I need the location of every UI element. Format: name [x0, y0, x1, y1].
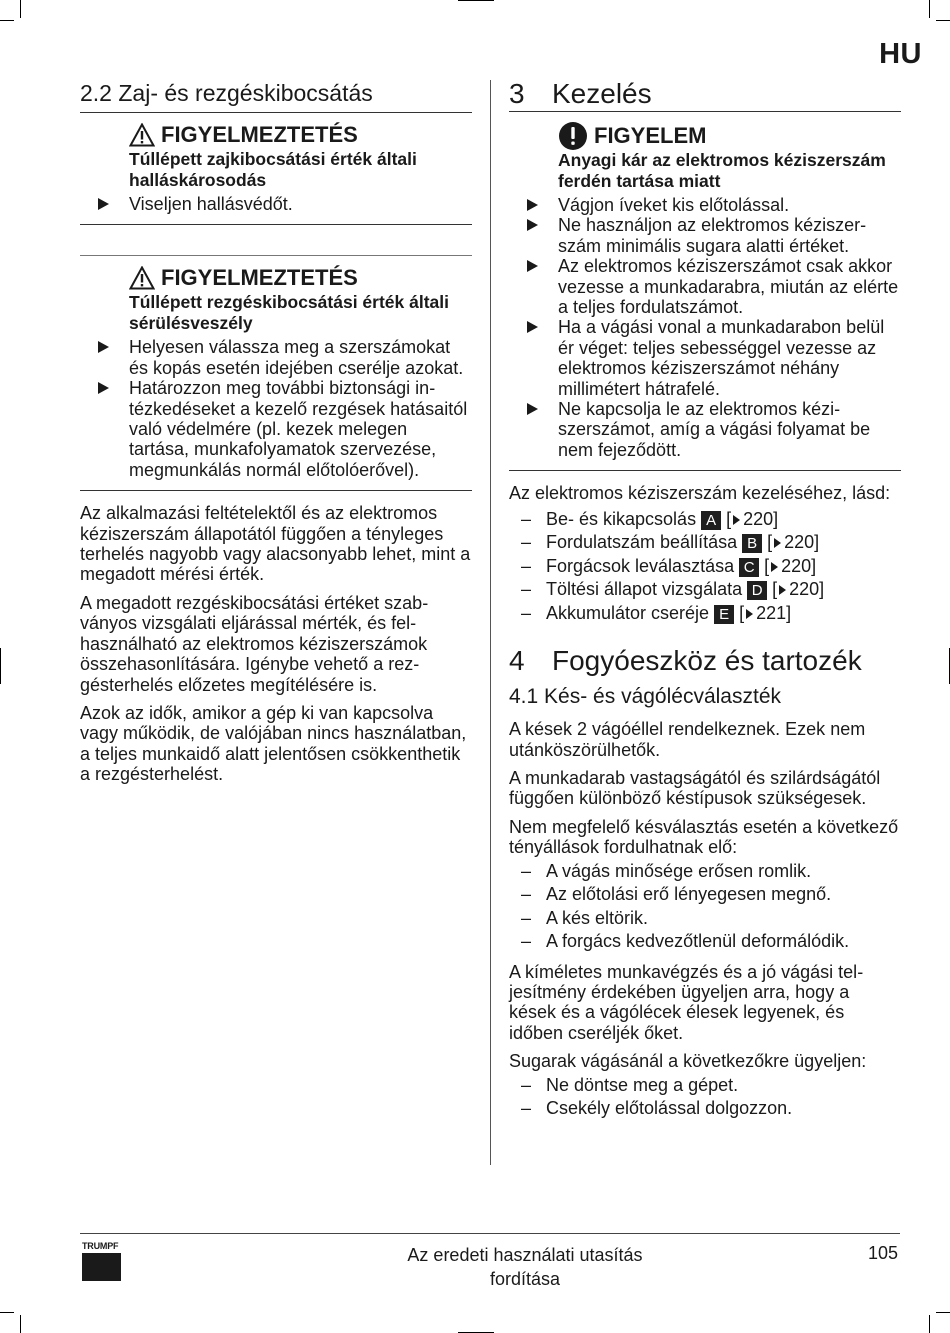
section-title: Kés- és vágólécválaszték	[544, 685, 781, 709]
notice-list	[509, 195, 901, 460]
notice-title: FIGYELEM	[594, 123, 707, 148]
figure-key: C	[739, 558, 759, 577]
section-number: 4.1	[509, 685, 539, 709]
reference-item: – Akkumulátor cseréje E [ 221]	[509, 602, 901, 626]
warning-subtitle: Túllépett rezgéskibocsátási érték általi sérülésveszély	[129, 292, 449, 333]
crop-mark	[936, 1312, 950, 1313]
warning-noise	[80, 113, 472, 225]
section-heading-2-2	[80, 78, 472, 113]
right-column	[509, 78, 901, 1121]
page-number: 105	[867, 1243, 898, 1263]
reference-text: Forgácsok leválasztása	[546, 555, 735, 576]
reference-text: Töltési állapot vizsgálata	[546, 579, 743, 600]
section-heading-4-1	[509, 685, 901, 709]
crop-mark	[20, 0, 21, 18]
reference-text: Akkumulátor cseréje	[546, 602, 710, 623]
notice-subtitle: Anyagi kár az elektromos kéziszerszám ferdén tartása miatt	[558, 150, 886, 191]
warning-title-row	[129, 264, 472, 292]
page-reference[interactable]: 220]	[784, 532, 820, 553]
list-item: – A forgács kedvezőtlenül deformálódik.	[509, 930, 901, 954]
paragraph: A munkadarab vastagságától és szilárdságától függően különböző késtípusok szükségesek.	[509, 768, 881, 809]
page-reference[interactable]: 220]	[781, 555, 817, 576]
section-number: 3	[509, 78, 525, 109]
figure-key: D	[747, 581, 767, 600]
footer-title-line: Az eredeti használati utasítás	[407, 1245, 643, 1265]
figure-key: E	[714, 605, 734, 624]
page-ref-arrow-icon	[746, 609, 753, 619]
list-item: Helyesen válassza meg a szerszámokat és kopás esetén idejében cserélje azokat.	[80, 337, 472, 378]
column-divider	[490, 80, 491, 1165]
crop-mark	[458, 0, 494, 1]
notice-box	[509, 112, 901, 471]
warning-list	[80, 337, 472, 480]
figure-key: B	[742, 534, 762, 553]
crop-mark	[929, 0, 930, 18]
crop-mark	[20, 1315, 21, 1333]
list-item: – Ne döntse meg a gépet.	[509, 1074, 901, 1098]
reference-item: – Töltési állapot vizsgálata D [ 220]	[509, 578, 901, 602]
page-reference[interactable]: 221]	[756, 602, 792, 623]
page-ref-arrow-icon	[733, 515, 740, 525]
list-item: Ha a vágási vonal a munkadarabon belül ér véget: teljes sebességgel vezesse az elektromos kéziszerszámot néhány millimétert hátrafelé.	[509, 317, 901, 399]
warning-vibration	[80, 255, 472, 491]
exclamation-icon	[558, 121, 588, 151]
list-item: Az elektromos kéziszerszámot csak akkor vezesse a munkadarabra, miután az elérte a teljes fordulatszámot.	[509, 256, 901, 317]
radius-cut-list	[509, 1074, 901, 1121]
list-item: Vágjon íveket kis előtolással.	[509, 195, 901, 215]
list-item: Ne használjon az elektromos kéziszerszám minimális sugara alatti értéket.	[509, 215, 901, 256]
footer-title	[340, 1243, 710, 1291]
crop-mark	[0, 648, 1, 684]
warning-triangle-icon	[129, 123, 155, 147]
section-number: 4	[509, 645, 525, 677]
paragraph: Azok az idők, amikor a gép ki van kapcsolva vagy működik, de valójában nincs használatban, a teljes munkaidő alatt jelentősen csökkenthetik a rezgésterhelést.	[80, 702, 467, 785]
section-title: Kezelés	[552, 78, 652, 109]
paragraph: A megadott rezgéskibocsátási értéket szabványos vizsgálati eljárással mérték, és felhasználható az elektromos kéziszerszámok összehasonlítására. Igénybe vehető a rezgésterhelés előzetes megítélésére is.	[80, 592, 429, 695]
reference-item: – Forgácsok leválasztása C [ 220]	[509, 555, 901, 579]
section-title: Zaj- és rezgéskibocsátás	[118, 80, 373, 106]
page-ref-arrow-icon	[779, 585, 786, 595]
warning-triangle-icon	[129, 266, 155, 290]
reference-item: – Be- és kikapcsolás A [ 220]	[509, 508, 901, 532]
paragraph: A kíméletes munkavégzés és a jó vágási teljesítmény érdekében ügyeljen arra, hogy a kések és a vágólécek élesek legyenek, és időben cseréljék őket.	[509, 961, 864, 1043]
reference-text: Be- és kikapcsolás	[546, 508, 697, 529]
warning-list	[80, 194, 472, 214]
page-reference[interactable]: 220]	[743, 508, 779, 529]
consequence-list	[509, 860, 901, 954]
footer-rule	[80, 1233, 900, 1234]
reference-text: Fordulatszám beállítása	[546, 532, 738, 553]
page-ref-arrow-icon	[771, 562, 778, 572]
crop-mark	[0, 1312, 14, 1313]
page-reference[interactable]: 220]	[789, 579, 825, 600]
list-item: – Az előtolási erő lényegesen megnő.	[509, 883, 901, 907]
list-item: – A vágás minősége erősen romlik.	[509, 860, 901, 884]
crop-mark	[0, 20, 14, 21]
section-heading-3	[509, 78, 901, 112]
crop-mark	[936, 20, 950, 21]
section-number: 2.2	[80, 80, 112, 106]
warning-title: FIGYELMEZTETÉS	[161, 122, 358, 147]
crop-mark	[929, 1315, 930, 1333]
left-column	[80, 78, 472, 785]
paragraph: Nem megfelelő késválasztás esetén a következő tényállások fordulhatnak elő:	[509, 816, 899, 858]
reference-list	[509, 508, 901, 626]
figure-key: A	[701, 511, 721, 530]
footer-title-line: fordítása	[489, 1269, 561, 1289]
brand-logo-text: TRUMPF	[82, 1241, 119, 1251]
paragraph: Az elektromos kéziszerszám kezeléséhez, lásd:	[509, 483, 891, 504]
section-title: Fogyóeszköz és tartozék	[552, 645, 862, 677]
warning-subtitle: Túllépett zajkibocsátási érték általi halláskárosodás	[129, 149, 417, 190]
list-item: – Csekély előtolással dolgozzon.	[509, 1097, 901, 1121]
page-ref-arrow-icon	[774, 538, 781, 548]
brand-logo	[82, 1253, 121, 1281]
warning-title: FIGYELMEZTETÉS	[161, 265, 358, 291]
list-item: Határozzon meg további biztonsági intézkedéseket a kezelő rezgések hatásaitól való védelmére (pl. kezek melegen tartása, munkafolyamatok szervezése, megmunkálás normál előtolóerővel).	[80, 378, 472, 480]
section-heading-4	[509, 645, 901, 677]
paragraph: A kések 2 vágóéllel rendelkeznek. Ezek nem utánköszörülhetők.	[509, 719, 866, 760]
paragraph: Sugarak vágásánál a következőkre ügyeljen:	[509, 1051, 867, 1072]
list-item: Ne kapcsolja le az elektromos kéziszerszámot, amíg a vágási folyamat be nem fejeződött.	[509, 399, 901, 460]
warning-title-row	[129, 121, 472, 149]
language-code: HU	[879, 38, 922, 70]
paragraph: Az alkalmazási feltételektől és az elektromos kéziszerszám állapotától függően a tényleges terhelés nagyobb vagy alacsonyabb lehet, mint a megadott mérési érték.	[80, 503, 471, 585]
list-item: – A kés eltörik.	[509, 907, 901, 931]
notice-title-row	[558, 122, 901, 150]
reference-item: – Fordulatszám beállítása B [ 220]	[509, 531, 901, 555]
list-item: Viseljen hallásvédőt.	[80, 194, 472, 214]
